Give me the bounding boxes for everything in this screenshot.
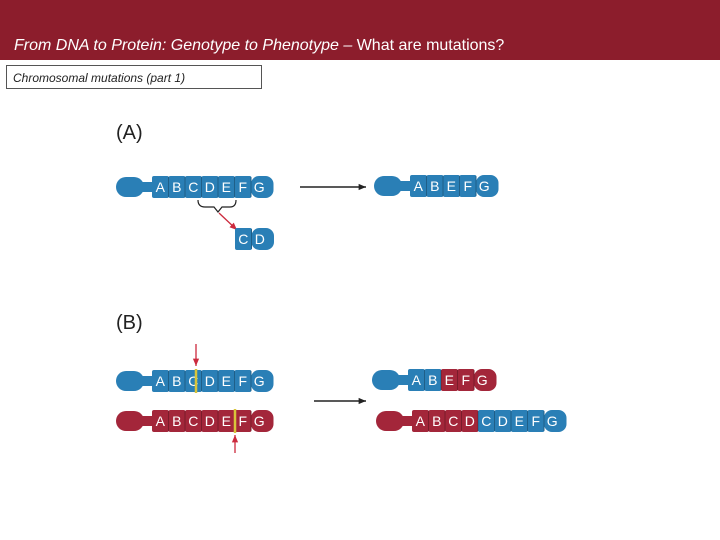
a-result-chromosome-label: E (446, 178, 456, 194)
b-blue-chromosome-label: D (204, 373, 215, 389)
b-result-bottom-chromosome-label: D (464, 413, 475, 429)
b-result-top-chromosome-label: A (411, 372, 421, 388)
b-red-chromosome-label: F (238, 413, 248, 429)
a-result-chromosome-label: F (463, 178, 473, 194)
b-blue-chromosome-label: B (172, 373, 182, 389)
b-red-chromosome-label: G (253, 413, 265, 429)
b-result-bottom-chromosome-label: C (481, 413, 492, 429)
b-blue-chromosome-label: F (238, 373, 248, 389)
b-break-arrow-top-head (193, 359, 199, 366)
a-original-chromosome-label: F (238, 179, 248, 195)
a-original-chromosome-label: B (172, 179, 182, 195)
b-result-top-chromosome-arm (372, 370, 400, 390)
b-result-bottom-chromosome-label: G (546, 413, 558, 429)
a-transition-arrow-head (359, 184, 366, 190)
a-result-chromosome-label: G (478, 178, 490, 194)
a-original-chromosome-label: E (221, 179, 231, 195)
a-original-chromosome-label: G (253, 179, 265, 195)
b-red-chromosome-label: D (204, 413, 215, 429)
b-blue-chromosome-arm (116, 371, 144, 391)
b-result-bottom-chromosome-label: E (514, 413, 524, 429)
b-blue-chromosome-label: G (253, 373, 265, 389)
b-result-bottom-chromosome-label: F (531, 413, 541, 429)
a-result-chromosome-label: B (430, 178, 440, 194)
b-red-chromosome-label: C (188, 413, 199, 429)
b-result-bottom-chromosome-arm (376, 411, 404, 431)
title-italic-part: From DNA to Protein: Genotype to Phenotype – (14, 37, 357, 54)
a-original-chromosome-label: C (188, 179, 199, 195)
a-original-chromosome-arm (116, 177, 144, 197)
b-result-bottom-chromosome-label: A (415, 413, 425, 429)
b-result-bottom-chromosome-label: D (497, 413, 508, 429)
b-result-bottom-chromosome-label: C (448, 413, 459, 429)
a-result-chromosome-label: A (413, 178, 423, 194)
b-red-chromosome-arm (116, 411, 144, 431)
b-result-top-chromosome-label: G (476, 372, 488, 388)
panel-b-label: (B) (116, 312, 143, 334)
b-result-top-chromosome-label: E (444, 372, 454, 388)
a-result-chromosome-arm (374, 176, 402, 196)
a-deleted-fragment-label: D (254, 231, 265, 247)
a-original-chromosome-label: A (155, 179, 165, 195)
a-deleted-fragment-label: C (238, 231, 249, 247)
b-red-chromosome-label: B (172, 413, 182, 429)
b-blue-chromosome-label: E (221, 373, 231, 389)
b-result-top-chromosome-label: B (428, 372, 438, 388)
b-break-arrow-bottom-head (232, 435, 238, 442)
a-original-chromosome-label: D (204, 179, 215, 195)
title-plain-part: What are mutations? (356, 37, 505, 54)
deletion-bracket (198, 200, 236, 212)
b-result-top-chromosome-label: F (461, 372, 471, 388)
b-transition-arrow-head (359, 398, 366, 404)
b-blue-chromosome-label: C (188, 373, 199, 389)
panel-a-label: (A) (116, 122, 143, 144)
b-red-chromosome-label: A (155, 413, 165, 429)
b-result-bottom-chromosome-label: B (432, 413, 442, 429)
subtitle-text: Chromosomal mutations (part 1) (13, 71, 186, 85)
b-red-chromosome-label: E (221, 413, 231, 429)
b-blue-chromosome-label: A (155, 373, 165, 389)
